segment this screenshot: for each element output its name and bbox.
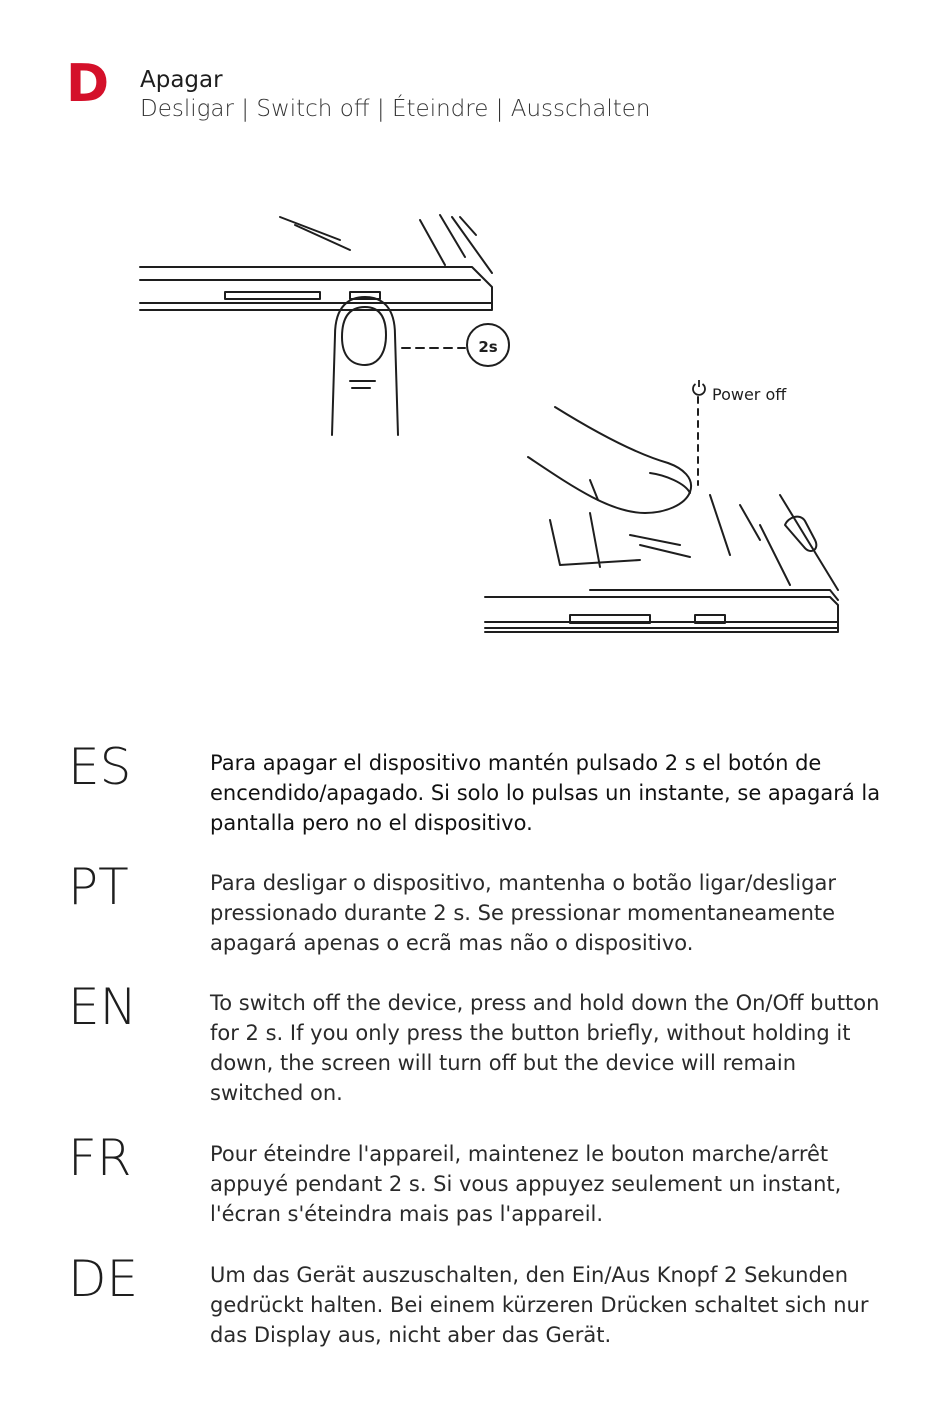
lang-code: PT (68, 858, 129, 916)
section-letter: D (66, 54, 110, 114)
lang-code: EN (68, 978, 137, 1036)
instruction-text: Pour éteindre l'appareil, maintenez le bouton marche/arrêt appuyé pendant 2 s. Si vous appuyez seulement un instant, l'écran s'éteindra mais pas l'appareil. (210, 1142, 842, 1226)
lang-code: DE (68, 1250, 139, 1308)
instruction-text: Para desligar o dispositivo, mantenha o botão ligar/desligar pressionado durante 2 s. Se pressionar momentaneamente apagará apenas o ecrã mas não o dispositivo. (210, 871, 836, 955)
page-subtitle: Desligar | Switch off | Éteindre | Ausschalten (140, 96, 651, 122)
lang-code: ES (68, 738, 132, 796)
power-off-illustration (120, 195, 860, 655)
timer-label: 2s (478, 338, 498, 356)
lang-code: FR (68, 1129, 132, 1187)
finger-tapping-screen (528, 407, 691, 513)
title-block (140, 66, 650, 124)
device-side-view (140, 215, 492, 310)
page-title: Apagar (140, 67, 223, 93)
power-off-label: Power off (712, 385, 787, 404)
finger-pressing-button (332, 297, 398, 435)
instruction-text: Para apagar el dispositivo mantén pulsado 2 s el botón de encendido/apagado. Si solo lo pulsas un instante, se apagará la pantalla pero no el dispositivo. (210, 751, 881, 835)
device-front-view (485, 495, 838, 632)
instruction-text: Um das Gerät auszuschalten, den Ein/Aus Knopf 2 Sekunden gedrückt halten. Bei einem kürzeren Drücken schaltet sich nur das Display aus, nicht aber das Gerät. (210, 1263, 869, 1347)
power-icon (693, 380, 705, 395)
instruction-text: To switch off the device, press and hold down the On/Off button for 2 s. If you only press the button briefly, without holding it down, the screen will turn off but the device will remain switched on. (210, 991, 880, 1105)
